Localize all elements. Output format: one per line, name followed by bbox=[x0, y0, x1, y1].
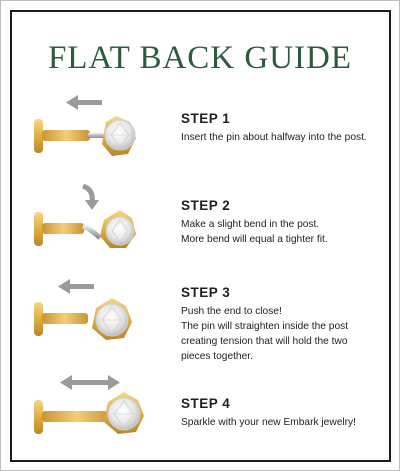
step-description-line: More bend will equal a tighter fit. bbox=[181, 234, 328, 245]
step-heading: STEP 3 bbox=[181, 285, 231, 300]
page-title: FLAT BACK GUIDE bbox=[47, 40, 353, 76]
earring-stud-icon bbox=[34, 116, 136, 156]
step-heading: STEP 4 bbox=[181, 396, 231, 411]
step-3 bbox=[181, 285, 386, 364]
step-4-illustration bbox=[28, 372, 168, 452]
step-heading: STEP 1 bbox=[181, 111, 231, 126]
step-4 bbox=[181, 396, 386, 430]
step-description-line: Insert the pin about halfway into the post. bbox=[181, 132, 367, 143]
earring-stud-bent-icon bbox=[34, 210, 136, 248]
step-description-line: pieces together. bbox=[181, 351, 253, 362]
step-heading: STEP 2 bbox=[181, 198, 231, 213]
step-description-line: Sparkle with your new Embark jewelry! bbox=[181, 417, 356, 428]
step-1-illustration bbox=[28, 92, 168, 172]
earring-stud-closed-icon bbox=[34, 392, 144, 434]
earring-stud-closing-icon bbox=[34, 298, 132, 340]
step-2 bbox=[181, 198, 386, 247]
arrow-left-icon bbox=[66, 95, 102, 110]
step-3-illustration bbox=[28, 276, 168, 356]
step-description-line: creating tension that will hold the two bbox=[181, 336, 348, 347]
step-description-line: Make a slight bend in the post. bbox=[181, 219, 320, 230]
step-description-line: The pin will straighten inside the post bbox=[181, 321, 349, 332]
double-arrow-icon bbox=[60, 375, 120, 390]
step-1 bbox=[181, 111, 386, 145]
arrow-left-icon bbox=[58, 279, 94, 294]
step-2-illustration bbox=[28, 178, 168, 258]
curved-arrow-down-icon bbox=[83, 186, 99, 210]
step-description-line: Push the end to close! bbox=[181, 306, 282, 317]
